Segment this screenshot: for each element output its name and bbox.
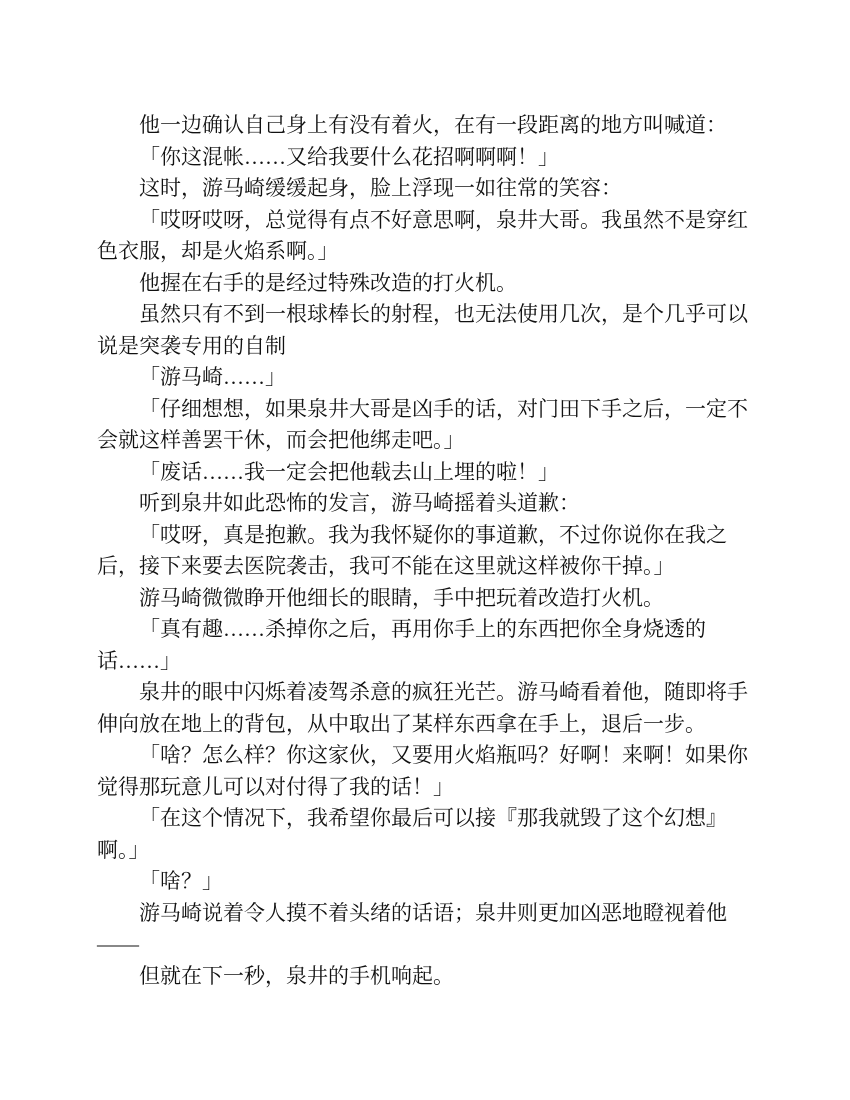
text-line: 泉井的眼中闪烁着凌驾杀意的疯狂光芒。游马崎看着他，随即将手 bbox=[139, 680, 748, 704]
text-line: —— bbox=[97, 932, 139, 956]
text-line: 「在这个情况下，我希望你最后可以接『那我就毁了这个幻想』 bbox=[139, 806, 727, 830]
text-line: 虽然只有不到一根球棒长的射程，也无法使用几次，是个几乎可以 bbox=[139, 302, 748, 326]
text-line: 游马崎说着令人摸不着头绪的话语；泉井则更加凶恶地瞪视着他 bbox=[139, 900, 727, 925]
text-line: 他握在右手的是经过特殊改造的打火机。 bbox=[139, 270, 517, 295]
text-line: 游马崎微微睁开他细长的眼睛，手中把玩着改造打火机。 bbox=[139, 585, 664, 610]
text-line: 这时，游马崎缓缓起身，脸上浮现一如往常的笑容： bbox=[139, 176, 622, 200]
text-line: 「真有趣……杀掉你之后，再用你手上的东西把你全身烧透的 bbox=[139, 617, 706, 641]
text-line: 他一边确认自己身上有没有着火，在有一段距离的地方叫喊道： bbox=[139, 113, 727, 137]
text-line: 「废话……我一定会把他载去山上埋的啦！」 bbox=[139, 459, 559, 484]
text-line: 后，接下来要去医院袭击，我可不能在这里就这样被你干掉。」 bbox=[97, 554, 675, 578]
text-line: 会就这样善罢干休，而会把他绑走吧。」 bbox=[97, 428, 465, 452]
text-line: 话……」 bbox=[97, 648, 181, 673]
text-line: 色衣服，却是火焰系啊。」 bbox=[97, 239, 339, 263]
text-line: 「仔细想想，如果泉井大哥是凶手的话，对门田下手之后，一定不 bbox=[139, 396, 748, 421]
text-line: 但就在下一秒，泉井的手机响起。 bbox=[139, 963, 454, 988]
text-line: 「啥？怎么样？你这家伙，又要用火焰瓶吗？好啊！来啊！如果你 bbox=[139, 743, 748, 767]
text-column bbox=[97, 110, 787, 992]
text-line: 说是突袭专用的自制 bbox=[97, 333, 286, 358]
text-line: 觉得那玩意儿可以对付得了我的话！」 bbox=[97, 774, 454, 799]
text-line: 「啥？」 bbox=[139, 869, 223, 893]
text-line: 「哎呀哎呀，总觉得有点不好意思啊，泉井大哥。我虽然不是穿红 bbox=[139, 207, 748, 232]
text-line: 「哎呀，真是抱歉。我为我怀疑你的事道歉，不过你说你在我之 bbox=[139, 522, 727, 547]
text-line: 啊。」 bbox=[97, 837, 150, 862]
text-line: 听到泉井如此恐怖的发言，游马崎摇着头道歉： bbox=[139, 491, 580, 515]
text-line: 伸向放在地上的背包，从中取出了某样东西拿在手上，退后一步。 bbox=[97, 711, 706, 736]
text-line: 「你这混帐……又给我要什么花招啊啊啊！」 bbox=[139, 144, 559, 169]
text-line: 「游马崎……」 bbox=[139, 365, 286, 389]
